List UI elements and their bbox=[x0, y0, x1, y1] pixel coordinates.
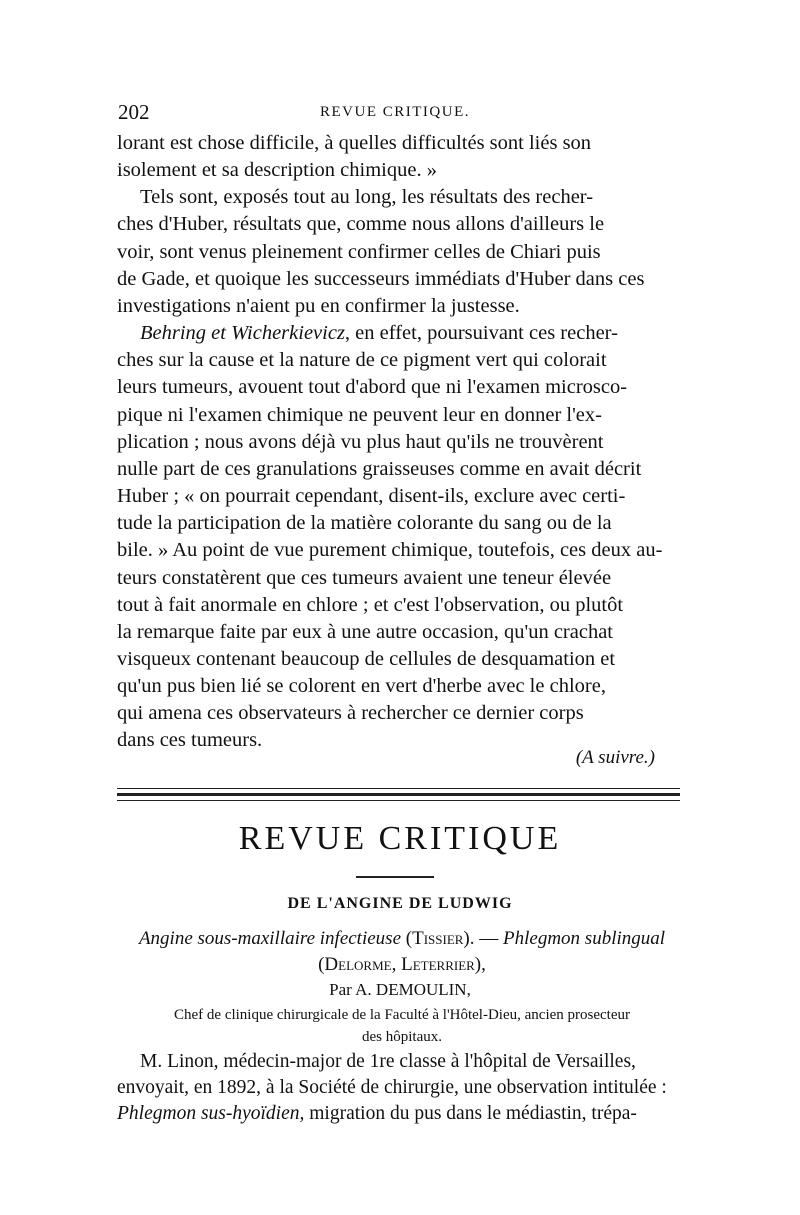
text-line: lorant est chose difficile, à quelles difficultés sont liés son bbox=[117, 132, 592, 154]
text-line: de Gade, et quoique les successeurs immédiats d'Huber dans ces bbox=[117, 267, 645, 290]
text-line: pique ni l'examen chimique ne peuvent leur en donner l'ex- bbox=[117, 403, 602, 426]
text-line: la remarque faite par eux à une autre occasion, qu'un crachat bbox=[117, 620, 614, 643]
page-number: 202 bbox=[118, 100, 150, 124]
section-divider-middle bbox=[117, 793, 680, 796]
text-line: visqueux contenant beaucoup de cellules de desquamation et bbox=[117, 647, 616, 670]
section-title: REVUE CRITIQUE bbox=[238, 820, 562, 857]
text-line: isolement et sa description chimique. » bbox=[117, 159, 437, 182]
text-line: M. Linon, médecin-major de 1re classe à l'hôpital de Versailles, bbox=[140, 1051, 636, 1072]
text-line: dans ces tumeurs. bbox=[117, 729, 263, 752]
text-line: envoyait, en 1892, à la Société de chirurgie, une observation intitulée : bbox=[117, 1077, 667, 1098]
to-follow-note: (A suivre.) bbox=[575, 747, 655, 768]
text-line: bile. » Au point de vue purement chimique, toutefois, ces deux au- bbox=[117, 539, 663, 562]
text-line: ches d'Huber, résultats que, comme nous allons d'ailleurs le bbox=[117, 213, 605, 236]
article-body bbox=[117, 1049, 687, 1127]
text-line: Huber ; « on pourrait cependant, disent-ils, exclure avec certi- bbox=[117, 485, 626, 508]
article-continuation bbox=[117, 130, 687, 755]
text-line: tude la participation de la matière colorante du sang ou de la bbox=[117, 512, 612, 535]
text-line: Behring et Wicherkievicz, en effet, poursuivant ces recher- bbox=[140, 322, 618, 345]
article-subtitle: DE L'ANGINE DE LUDWIG bbox=[287, 895, 513, 912]
authors-italic: Behring et Wicherkievicz bbox=[140, 322, 345, 345]
text-line: ches sur la cause et la nature de ce pigment vert qui colorait bbox=[117, 349, 607, 372]
text-line: qui amena ces observateurs à rechercher ce dernier corps bbox=[117, 702, 584, 725]
author-byline: Par A. DEMOULIN, bbox=[329, 980, 471, 999]
text-line: plication ; nous avons déjà vu plus haut qu'ils ne trouvèrent bbox=[117, 430, 604, 453]
title-underline bbox=[356, 876, 434, 878]
article-topic: Angine sous-maxillaire infectieuse (Tissier). — Phlegmon sublingual (Delorme, Leterrier), bbox=[138, 928, 666, 975]
text-line: nulle part de ces granulations graisseuses comme en avait décrit bbox=[117, 457, 642, 480]
section-divider-top bbox=[117, 788, 680, 789]
text-line: investigations n'aient pu en confirmer la justesse. bbox=[117, 294, 520, 317]
text-line: leurs tumeurs, avouent tout d'abord que ni l'examen microsco- bbox=[117, 376, 628, 399]
running-head: REVUE CRITIQUE. bbox=[320, 104, 470, 120]
text-line: tout à fait anormale en chlore ; et c'est l'observation, ou plutôt bbox=[117, 593, 624, 616]
text-line: qu'un pus bien lié se colorent en vert d'herbe avec le chlore, bbox=[117, 675, 606, 698]
text-line: teurs constatèrent que ces tumeurs avaient une teneur élevée bbox=[117, 566, 612, 589]
text-line: Tels sont, exposés tout au long, les résultats des recher- bbox=[140, 186, 594, 209]
text-line: voir, sont venus pleinement confirmer celles de Chiari puis bbox=[117, 240, 601, 263]
section-divider-bottom bbox=[117, 800, 680, 801]
text-line: Phlegmon sus-hyoïdien, migration du pus dans le médiastin, trépa- bbox=[117, 1103, 637, 1124]
author-affiliation: Chef de clinique chirurgicale de la Faculté à l'Hôtel-Dieu, ancien prosecteur des hôpitaux. bbox=[174, 1007, 630, 1045]
